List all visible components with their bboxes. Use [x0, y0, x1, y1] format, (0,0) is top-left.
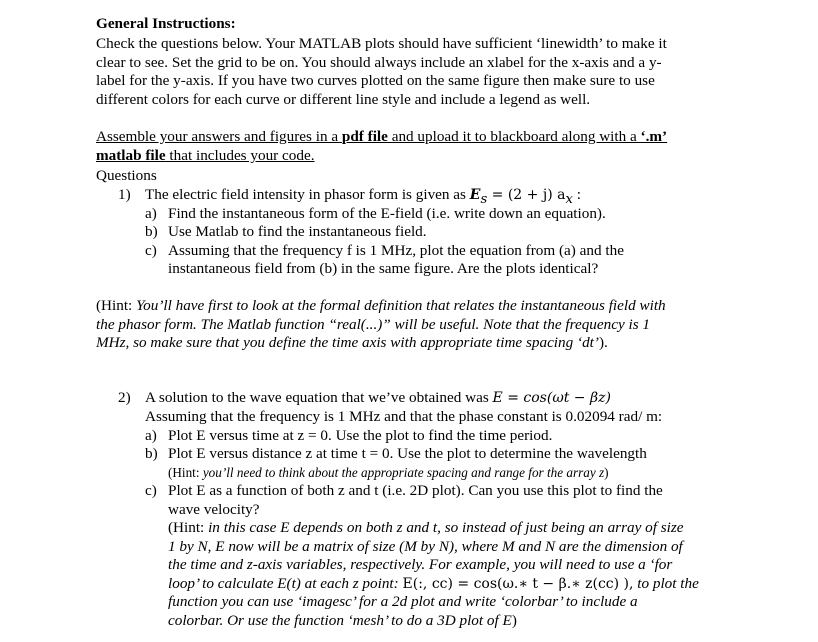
- q1-eq-end: :: [572, 186, 581, 203]
- q2c-hint-text-6: colorbar. Or use the function ‘mesh’ to do a 3D plot of E: [168, 612, 512, 629]
- q1b-text: Use Matlab to find the instantaneous field.: [168, 223, 427, 240]
- q2c-hint-line-6: [168, 612, 517, 631]
- q1-eq-E: E: [469, 187, 481, 203]
- q2b-hint-open: (Hint:: [168, 465, 203, 480]
- q2c-hint-line-2: 1 by N, E now will be a matrix of size (M by N), where M and N are the dimension of: [168, 538, 683, 555]
- q2b-text: Plot E versus distance z at time t = 0. Use the plot to determine the wavelength: [168, 445, 647, 462]
- assemble-line-1: [96, 128, 667, 147]
- q2b-label: b): [145, 445, 158, 462]
- q2c-hint-text-1: in this case E depends on both z and t, so instead of just being an array of size: [208, 519, 684, 536]
- q1c-line-1: Assuming that the frequency f is 1 MHz, plot the equation from (a) and the: [168, 242, 624, 259]
- assemble-text-1: Assemble your answers and figures in a: [96, 128, 342, 145]
- q1a-text: Find the instantaneous form of the E-field (i.e. write down an equation).: [168, 205, 606, 222]
- general-line-2: clear to see. Set the grid to be on. You should always include an xlabel for the x-axis and a y-: [96, 54, 662, 71]
- q1c-label: c): [145, 242, 157, 259]
- general-heading: General Instructions:: [96, 15, 236, 32]
- q2-number: 2): [118, 389, 131, 406]
- q1-eq-sub-s: s: [480, 192, 488, 208]
- hint1-text-1: You’ll have first to look at the formal definition that relates the instantaneous field with: [136, 297, 666, 314]
- hint1-line-2: the phasor form. The Matlab function “real(...)” will be useful. Note that the frequency is 1: [96, 316, 651, 333]
- q2c-hint-open: (Hint:: [168, 519, 209, 536]
- q2b-hint-close: ): [604, 465, 609, 480]
- hint1-text-3: MHz, so make sure that you define the time axis with appropriate time spacing ‘dt’: [96, 334, 599, 351]
- q2b-hint-text: you’ll need to think about the appropriate spacing and range for the array z: [202, 465, 605, 480]
- general-line-1: Check the questions below. Your MATLAB plots should have sufficient ‘linewidth’ to make it: [96, 35, 667, 52]
- general-line-3: label for the y-axis. If you have two curves plotted on the same figure then make sure to use: [96, 72, 655, 89]
- q2c-hint-text-4b: to plot the: [633, 575, 699, 592]
- hint1-line-3: [96, 334, 608, 353]
- assemble-line-2: [96, 147, 315, 166]
- q1-text-main: The electric field intensity in phasor form is given as: [145, 186, 470, 203]
- q2a-label: a): [145, 427, 157, 444]
- q2c-hint-equation: E(:, cc) = cos(ω.∗ t − β.∗ z(cc) ),: [402, 576, 634, 592]
- q2c-hint-line-4: [168, 575, 699, 594]
- q2-text-1: A solution to the wave equation that we’ve obtained was: [145, 389, 493, 406]
- q2b-hint: [168, 464, 609, 483]
- q2-line-1: [145, 389, 611, 408]
- q2c-label: c): [145, 482, 157, 499]
- q1c-line-2: instantaneous field from (b) in the same figure. Are the plots identical?: [168, 260, 599, 277]
- general-line-4: different colors for each curve or different line style and include a legend as well.: [96, 91, 591, 108]
- q2c-hint-text-4a: loop’ to calculate E(t) at each z point:: [168, 575, 403, 592]
- assemble-text-2: and upload it to blackboard along with a: [387, 128, 641, 145]
- q2c-hint-line-3: the time and z-axis variables, respectively. For example, you will need to use a ‘for: [168, 556, 673, 573]
- hint1-line-1: [96, 297, 666, 316]
- q1-number: 1): [118, 186, 131, 203]
- q2c-line-1: Plot E as a function of both z and t (i.e. 2D plot). Can you use this plot to find the: [168, 482, 663, 499]
- q1b-label: b): [145, 223, 158, 240]
- q2-equation: E = cos(ωt − βz): [492, 390, 611, 406]
- q2-line-2: Assuming that the frequency is 1 MHz and that the phase constant is 0.02094 rad/ m:: [145, 408, 663, 425]
- q2c-hint-line-5: function you can use ‘imagesc’ for a 2d plot and write ‘colorbar’ to include a: [168, 593, 638, 610]
- assemble-matlab-file: matlab file: [96, 147, 166, 164]
- q2c-line-2: wave velocity?: [168, 501, 260, 518]
- assemble-text-3: that includes your code.: [165, 147, 315, 164]
- questions-label: Questions: [96, 167, 157, 184]
- q1-eq-sub-x: x: [565, 192, 573, 208]
- q1a-label: a): [145, 205, 157, 222]
- q2c-hint-line-1: [168, 519, 684, 538]
- assemble-m-ext: ‘.m’: [640, 128, 668, 145]
- q2a-text: Plot E versus time at z = 0. Use the plot to find the time period.: [168, 427, 553, 444]
- hint1-open: (Hint:: [96, 297, 137, 314]
- q1-eq-rest: = (2 + j) a: [487, 187, 566, 203]
- q2c-hint-close: ): [511, 612, 517, 629]
- assemble-pdf-file: pdf file: [341, 128, 388, 145]
- hint1-close: ).: [598, 334, 608, 351]
